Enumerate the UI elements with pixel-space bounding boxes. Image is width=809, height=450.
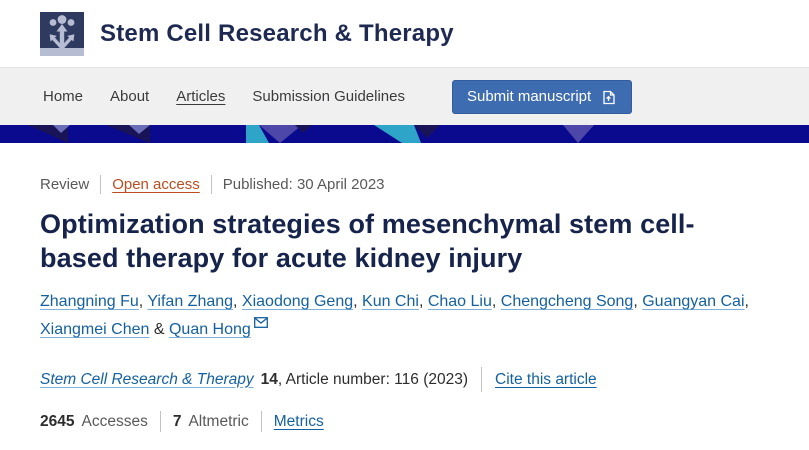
author-link[interactable]: Xiangmei Chen <box>40 321 150 338</box>
open-access-link[interactable]: Open access <box>112 176 200 193</box>
separator <box>100 175 101 194</box>
citation-row <box>40 367 769 392</box>
document-upload-icon <box>600 88 617 106</box>
author-separator: , <box>418 293 428 310</box>
article-header-section <box>0 175 809 432</box>
author-separator: , <box>491 293 501 310</box>
journal-citation-link[interactable]: Stem Cell Research & Therapy <box>40 370 254 388</box>
author-separator: , <box>744 293 749 310</box>
author-link[interactable]: Yifan Zhang <box>147 293 234 310</box>
separator <box>211 175 212 194</box>
author-ampersand: & <box>149 321 169 338</box>
altmetric-count: 7 <box>172 412 182 430</box>
email-icon[interactable] <box>254 310 268 338</box>
author-link[interactable]: Kun Chi <box>362 293 419 310</box>
article-title-line-2: based therapy for acute kidney injury <box>40 243 523 273</box>
author-link[interactable]: Guangyan Cai <box>642 293 745 310</box>
nav-item-home[interactable]: Home <box>43 88 84 105</box>
accesses-count: 2645 <box>40 412 75 430</box>
accesses-label: Accesses <box>81 412 148 430</box>
metrics-row <box>40 411 769 432</box>
article-number-text: , Article number: 116 (2023) <box>277 370 469 388</box>
author-list <box>40 288 769 344</box>
author-separator: , <box>233 293 242 310</box>
site-header <box>0 0 809 67</box>
altmetric-label: Altmetric <box>188 412 249 430</box>
author-separator: , <box>138 293 148 310</box>
author-link[interactable]: Quan Hong <box>168 321 251 338</box>
submit-manuscript-label: Submit manuscript <box>466 88 592 105</box>
published-date: Published: 30 April 2023 <box>222 176 385 193</box>
nav-item-about[interactable]: About <box>110 88 150 105</box>
nav-item-articles[interactable]: Articles <box>176 88 226 105</box>
journal-title: Stem Cell Research & Therapy <box>100 19 454 47</box>
author-separator: , <box>353 293 363 310</box>
separator <box>261 411 262 432</box>
cite-this-article-link[interactable]: Cite this article <box>495 370 597 388</box>
article-title-line-1: Optimization strategies of mesenchymal stem cell- <box>40 209 695 239</box>
metrics-link[interactable]: Metrics <box>273 412 324 430</box>
nav-bar <box>0 67 809 125</box>
author-separator: , <box>633 293 643 310</box>
separator <box>481 367 482 392</box>
separator <box>160 411 161 432</box>
article-type-label: Review <box>40 176 90 193</box>
author-link[interactable]: Zhangning Fu <box>40 293 139 310</box>
nav-item-submission-guidelines[interactable]: Submission Guidelines <box>252 88 405 105</box>
author-link[interactable]: Chengcheng Song <box>500 293 634 310</box>
article-title <box>40 207 769 275</box>
volume-number: 14 <box>260 370 278 388</box>
journal-logo-icon[interactable] <box>40 12 84 56</box>
submit-manuscript-button[interactable] <box>452 80 632 114</box>
author-link[interactable]: Chao Liu <box>427 293 492 310</box>
decorative-banner <box>0 125 809 143</box>
article-meta-row <box>40 175 769 194</box>
author-link[interactable]: Xiaodong Geng <box>241 293 354 310</box>
